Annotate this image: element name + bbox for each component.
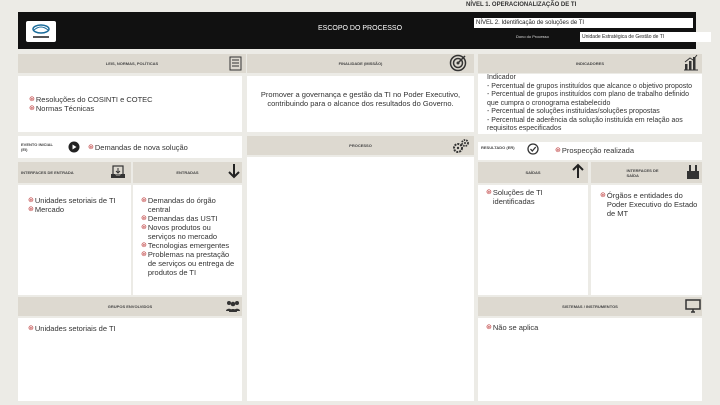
processo-panel xyxy=(247,157,474,401)
indicadores-title: INDICADORES xyxy=(575,61,604,66)
list-item: ⊛ Resoluções do COSINTI e COTEC xyxy=(29,95,153,104)
sistemas-panel xyxy=(478,318,702,401)
top-level-title: NÍVEL 1. OPERACIONALIZAÇÃO DE TI xyxy=(466,2,577,8)
resultado-title: RESULTADO (ER) xyxy=(481,145,515,150)
indicadores-line: - Percentual de grupos instituídos que alcance o objetivo proposto xyxy=(487,82,693,90)
processo-title: PROCESSO xyxy=(349,143,372,148)
logo xyxy=(26,21,56,42)
list-item: ⊛ Unidades setoriais de TI xyxy=(28,196,116,205)
indicadores-line: - Percentual de grupos instituídos com plano de trabalho definido que cumpra o cronograma estabelecido xyxy=(487,91,689,107)
list-item: ⊛ Demandas do órgão central xyxy=(141,196,216,214)
leis-header xyxy=(18,54,246,73)
header-bar xyxy=(18,12,696,49)
arrow-up-icon xyxy=(572,163,584,179)
saidas-title: SAÍDAS xyxy=(525,170,541,175)
bar-chart-icon xyxy=(683,54,699,71)
list-item: ⊛ Demandas das USTI xyxy=(141,214,218,223)
check-circle-icon xyxy=(527,143,539,155)
inbox-icon xyxy=(110,164,126,180)
people-icon xyxy=(225,299,241,313)
gears-icon xyxy=(452,138,470,154)
list-item: ⊛ Tecnologias emergentes xyxy=(141,241,230,250)
finalidade-title: FINALIDADE (MISSÃO) xyxy=(338,61,383,66)
logo-icon xyxy=(26,21,56,42)
grupos-header xyxy=(18,297,242,316)
list-item: ⊛ Mercado xyxy=(28,205,65,214)
grupos-title: GRUPOS ENVOLVIDOS xyxy=(107,304,153,309)
target-icon xyxy=(449,54,467,72)
list-item: ⊛ Problemas na prestação de serviços ou entrega de produtos de TI xyxy=(141,250,235,277)
arrow-down-icon xyxy=(228,163,240,179)
indicadores-line: - Percentual de aderência da solução instituída em relação aos requisitos especificados xyxy=(487,116,683,132)
evento-item: ⊛ Demandas de nova solução xyxy=(88,143,188,152)
owner-label: Dono do Processo xyxy=(516,34,549,39)
page-title: ESCOPO DO PROCESSO xyxy=(318,25,403,32)
resultado-item: ⊛ Prospecção realizada xyxy=(555,146,635,155)
evento-panel xyxy=(18,136,242,158)
entradas-title: ENTRADAS xyxy=(176,170,199,175)
finalidade-panel xyxy=(247,76,474,132)
indicadores-panel xyxy=(478,74,702,134)
list-item: ⊛ Órgãos e entidades do Poder Executivo do Estado de MT xyxy=(600,191,698,218)
play-icon xyxy=(68,141,80,153)
list-item: ⊛ Novos produtos ou serviços no mercado xyxy=(141,223,218,241)
owner-value: Unidade Estratégica de Gestão de TI xyxy=(580,32,711,42)
sistemas-title: SISTEMAS / INSTRUMENTOS xyxy=(562,304,618,309)
interfaces-saida-panel xyxy=(591,185,702,295)
indicadores-line: - Percentual de soluções instituídas/soluções propostas xyxy=(487,108,660,115)
list-item: ⊛ Não se aplica xyxy=(486,323,539,332)
monitor-icon xyxy=(685,299,701,313)
indicadores-header xyxy=(478,54,702,73)
interfaces-entrada-panel xyxy=(18,185,131,295)
entradas-panel xyxy=(133,185,242,295)
finalidade-text: Promover a governança e gestão da TI no Poder Executivo, contribuindo para o alcance dos resultados do Governo. xyxy=(260,90,461,108)
grupos-panel xyxy=(18,318,242,401)
interfaces-entrada-title: INTERFACES DE ENTRADA xyxy=(21,170,74,175)
finalidade-header xyxy=(247,54,474,73)
document-icon xyxy=(229,56,242,71)
processo-header xyxy=(247,136,474,155)
indicadores-line: Indicador xyxy=(487,74,516,81)
leis-panel xyxy=(18,76,242,132)
leis-title: LEIS, NORMAS, POLÍTICAS xyxy=(105,61,159,66)
list-item: ⊛ Soluções de TI identificadas xyxy=(486,188,543,206)
level2-title: NÍVEL 2. Identificação de soluções de TI xyxy=(474,18,693,28)
entradas-header xyxy=(133,162,242,183)
list-item: ⊛ Normas Técnicas xyxy=(29,104,95,113)
evento-title: EVENTO INICIAL (EI) xyxy=(21,142,53,152)
interfaces-saida-title: INTERFACES DE SAÍDA xyxy=(626,167,659,178)
outbox-icon xyxy=(686,164,700,180)
list-item: ⊛ Unidades setoriais de TI xyxy=(28,324,116,333)
resultado-panel xyxy=(478,142,702,160)
saidas-panel xyxy=(478,185,588,295)
sistemas-header xyxy=(478,297,702,316)
